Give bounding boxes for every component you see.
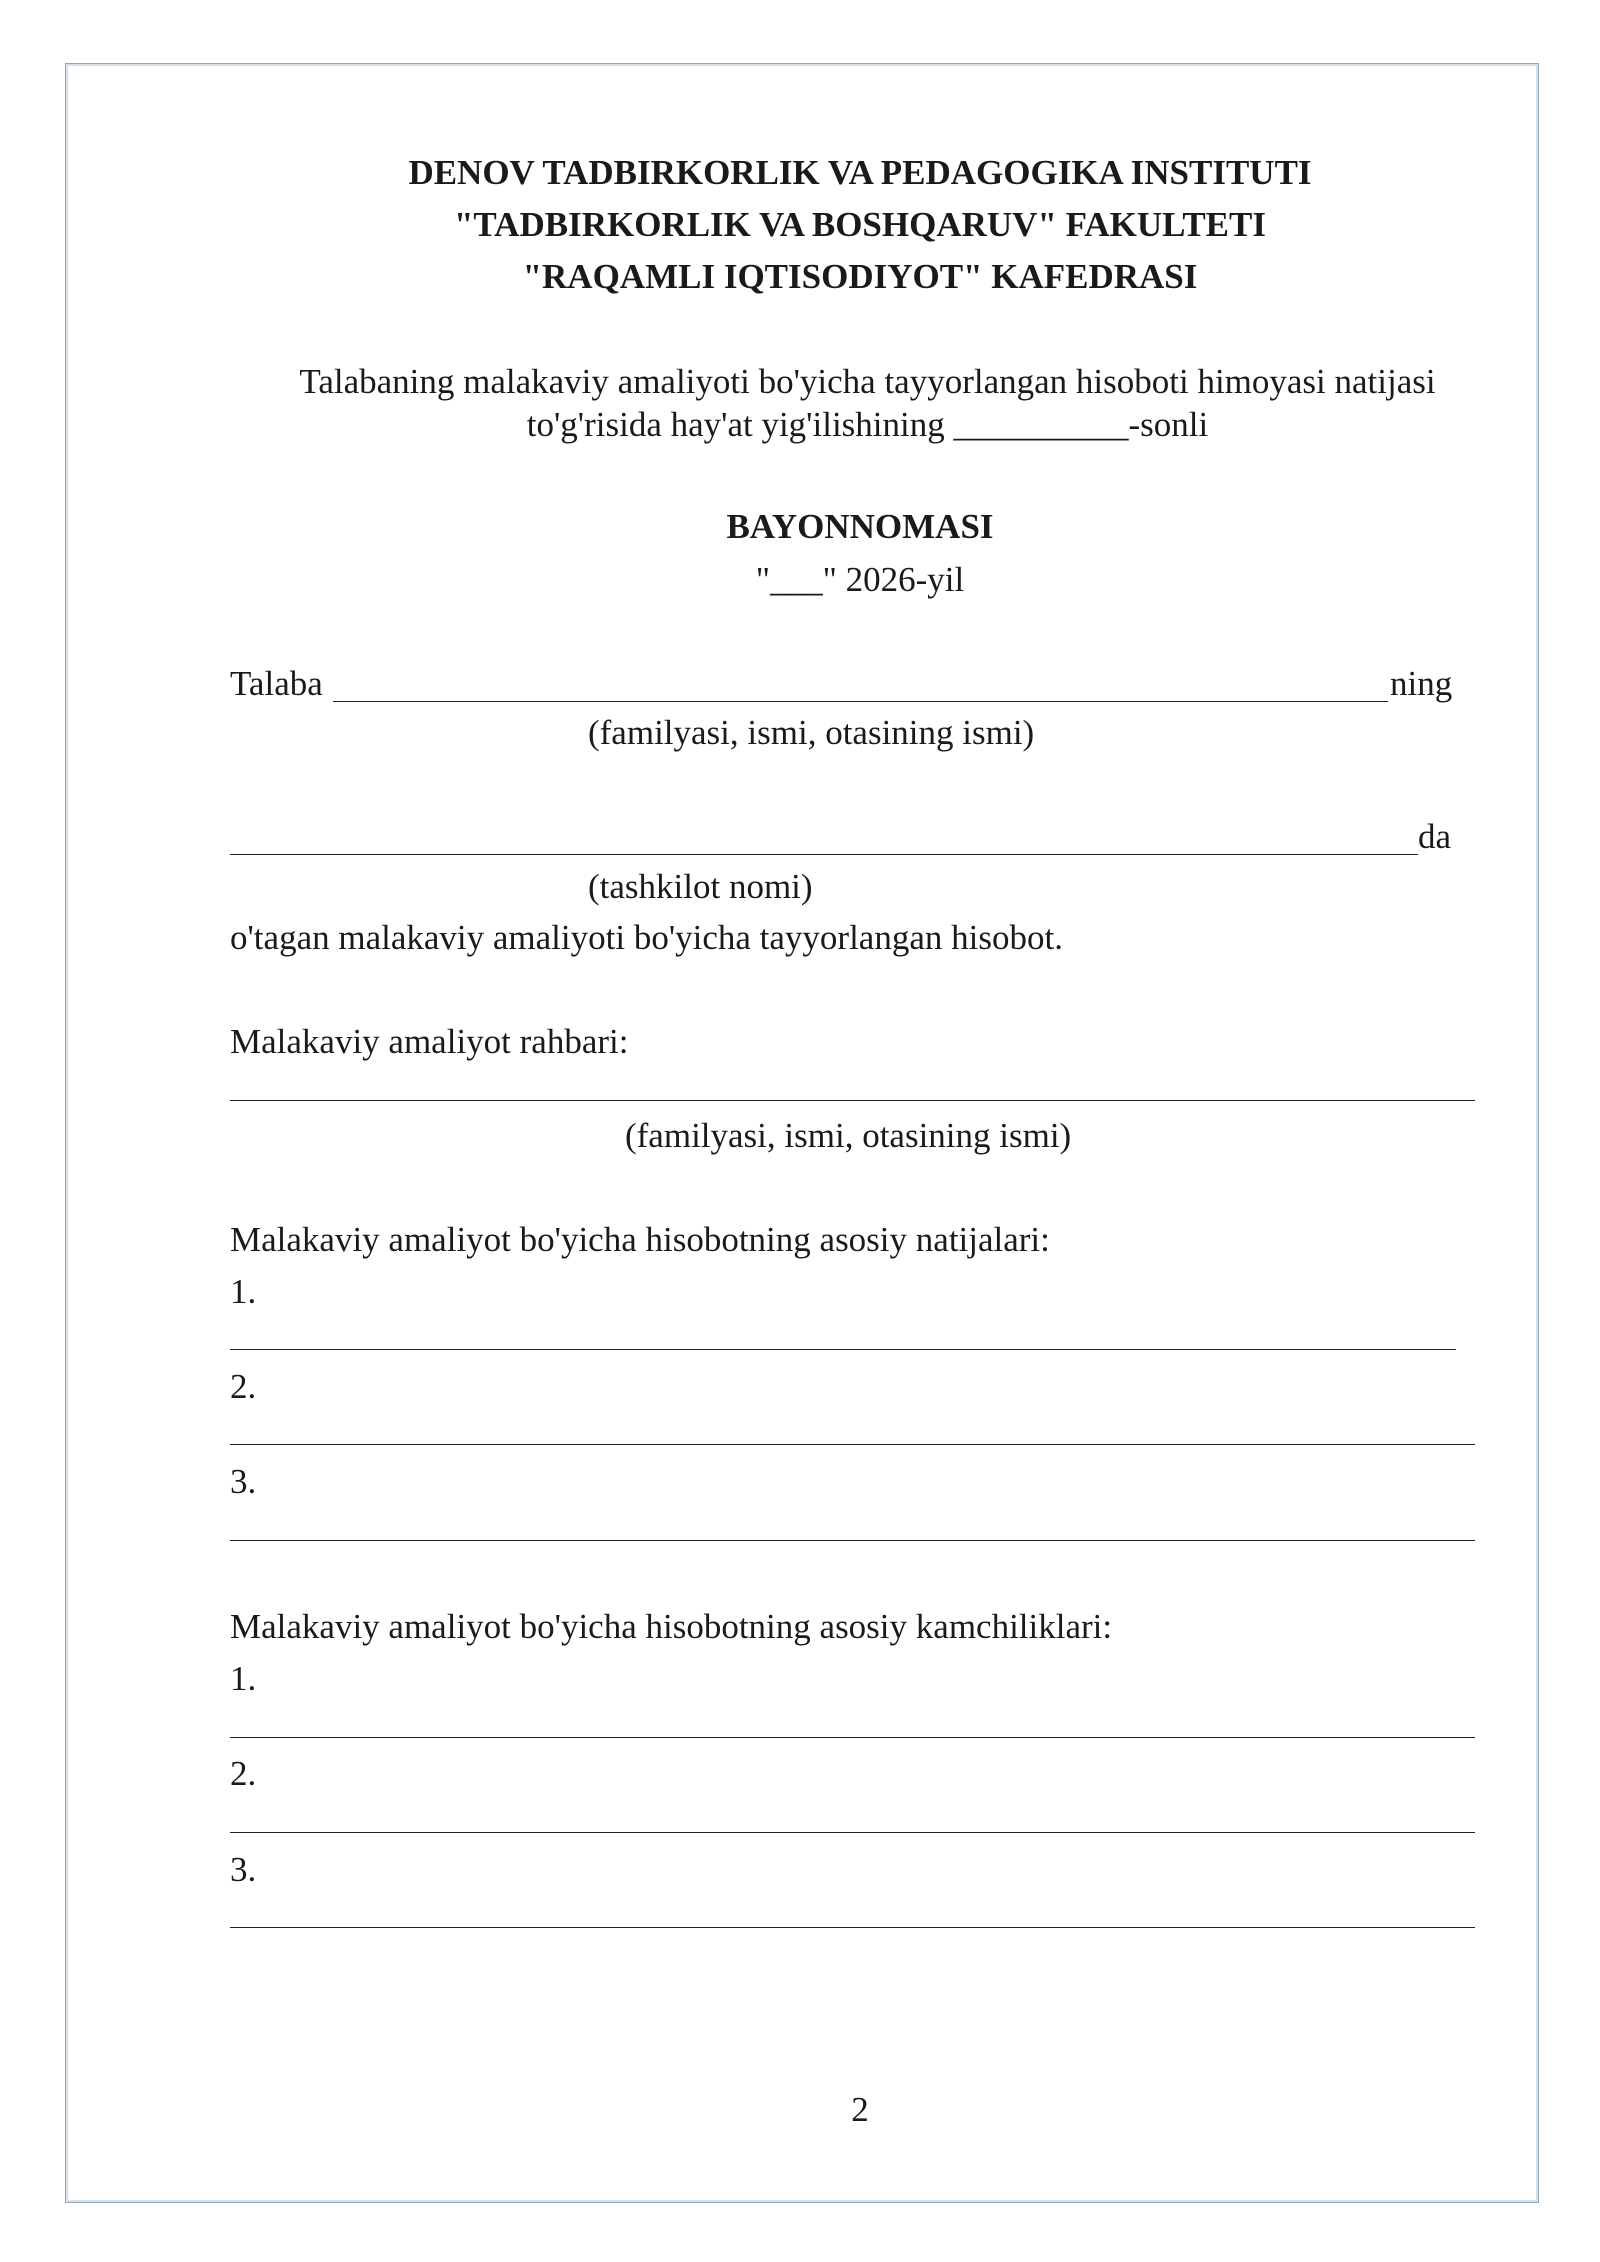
shortcomings-item-1: 1.: [230, 1659, 257, 1698]
results-line-1: [230, 1349, 1456, 1350]
results-line-2: [230, 1444, 1475, 1445]
document-date: "___" 2026-yil: [755, 560, 965, 599]
supervisor-line: [230, 1100, 1475, 1101]
student-prefix: Talaba: [230, 664, 323, 703]
shortcomings-line-3: [230, 1927, 1475, 1928]
intro-line-2: to'g'risida hay'at yig'ilishining __________-sonli: [526, 405, 1209, 444]
page-number: 2: [851, 2090, 869, 2129]
report-text: o'tagan malakaviy amaliyoti bo'yicha tayyorlangan hisobot.: [230, 918, 1063, 957]
student-name-line: [333, 701, 1388, 702]
student-suffix: ning: [1390, 664, 1453, 703]
intro-line-1: Talabaning malakaviy amaliyoti bo'yicha tayyorlangan hisoboti himoyasi natijasi: [299, 362, 1436, 401]
results-item-3: 3.: [230, 1462, 257, 1501]
results-item-1: 1.: [230, 1272, 257, 1311]
document-title: BAYONNOMASI: [726, 507, 994, 546]
department-name: "RAQAMLI IQTISODIYOT" KAFEDRASI: [522, 257, 1198, 296]
student-caption: (familyasi, ismi, otasining ismi): [588, 713, 1035, 752]
results-item-2: 2.: [230, 1367, 257, 1406]
shortcomings-item-3: 3.: [230, 1850, 257, 1889]
institute-name: DENOV TADBIRKORLIK VA PEDAGOGIKA INSTITUTI: [408, 153, 1312, 192]
organization-line: [230, 854, 1418, 855]
shortcomings-line-2: [230, 1832, 1475, 1833]
shortcomings-item-2: 2.: [230, 1754, 257, 1793]
supervisor-caption: (familyasi, ismi, otasining ismi): [625, 1116, 1072, 1155]
supervisor-label: Malakaviy amaliyot rahbari:: [230, 1022, 629, 1061]
organization-suffix: da: [1418, 817, 1452, 856]
results-heading: Malakaviy amaliyot bo'yicha hisobotning asosiy natijalari:: [230, 1220, 1050, 1259]
faculty-name: "TADBIRKORLIK VA BOSHQARUV" FAKULTETI: [454, 205, 1266, 244]
shortcomings-heading: Malakaviy amaliyot bo'yicha hisobotning asosiy kamchiliklari:: [230, 1607, 1113, 1646]
shortcomings-line-1: [230, 1737, 1475, 1738]
organization-caption: (tashkilot nomi): [588, 867, 813, 906]
results-line-3: [230, 1540, 1475, 1541]
